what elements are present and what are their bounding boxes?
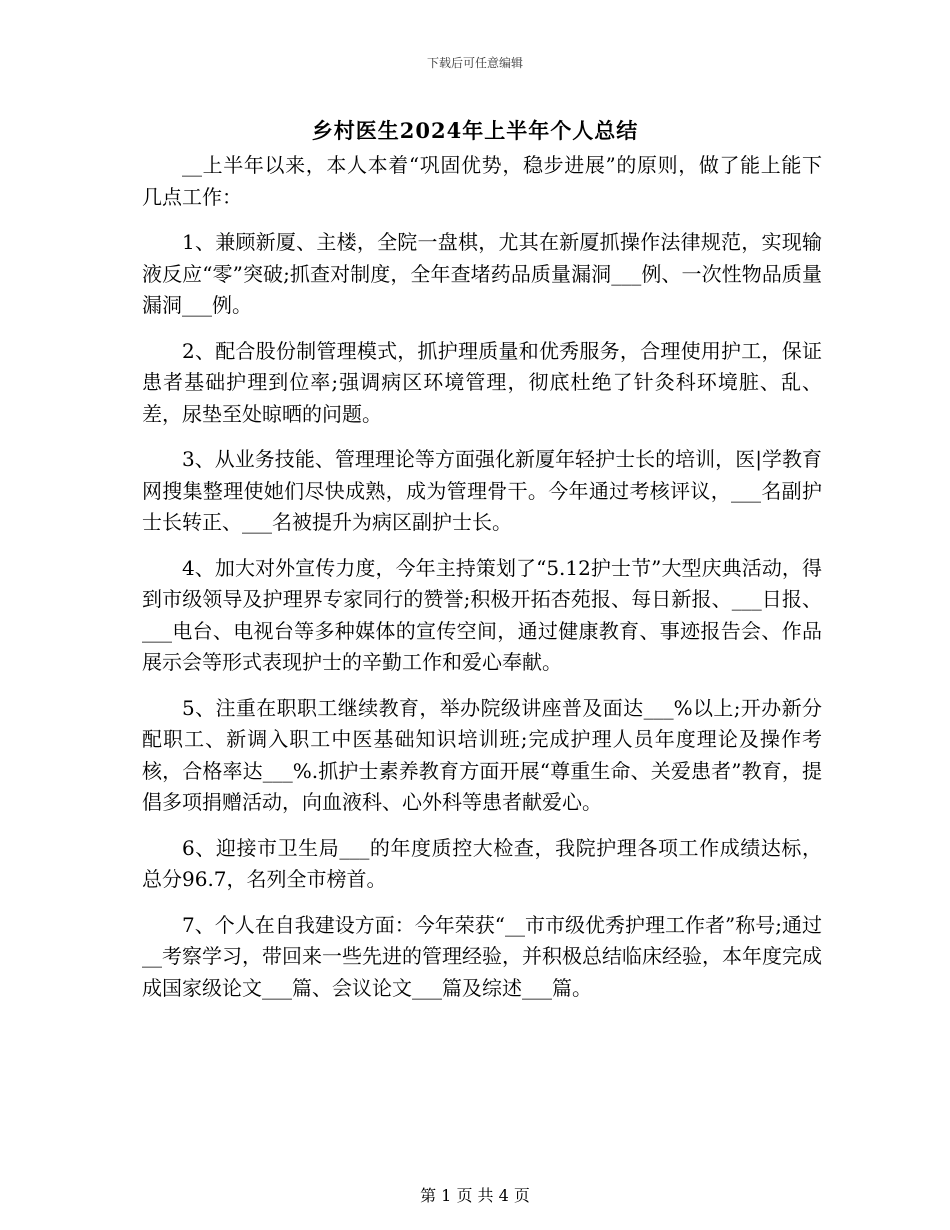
document-body [142,150,822,1018]
paragraph-item-1: 1、兼顾新厦、主楼，全院一盘棋，尤其在新厦抓操作法律规范，实现输液反应“零”突破;抓查对制度，全年查堵药品质量漏洞___例、一次性物品质量漏洞___例。 [142,230,822,317]
paragraph-item-4: 4、加大对外宣传力度，今年主持策划了“5.12护士节”大型庆典活动，得到市级领导及护理界专家同行的赞誉;积极开拓杏苑报、每日新报、___日报、___电台、电视台等多种媒体的宣传空间，通过健康教育、事迹报告会、作品展示会等形式表现护士的辛勤工作和爱心奉献。 [142,555,822,674]
paragraph-item-3: 3、从业务技能、管理理论等方面强化新厦年轻护士长的培训，医|学教育网搜集整理使她们尽快成熟，成为管理骨干。今年通过考核评议，___名副护士长转正、___名被提升为病区副护士长。 [142,447,822,534]
paragraph-item-6: 6、迎接市卫生局___的年度质控大检查，我院护理各项工作成绩达标，总分96.7，名列全市榜首。 [142,835,822,891]
document-title: 乡村医生2024年上半年个人总结 [311,118,639,143]
paragraph-intro: __上半年以来，本人本着“巩固优势，稳步进展”的原则，做了能上能下几点工作： [142,153,822,209]
paragraph-item-7: 7、个人在自我建设方面：今年荣获“__市市级优秀护理工作者”称号;通过__考察学习，带回来一些先进的管理经验，并积极总结临床经验，本年度完成成国家级论文___篇、会议论文___篇及综述___篇。 [142,912,822,1000]
paragraph-item-2: 2、配合股份制管理模式，抓护理质量和优秀服务，合理使用护工，保证患者基础护理到位率;强调病区环境管理，彻底杜绝了针灸科环境脏、乱、差，尿垫至处晾晒的问题。 [142,338,822,426]
page-footer: 第 1 页 共 4 页 [420,1186,530,1205]
header-note: 下载后可任意编辑 [426,56,523,70]
paragraph-item-5: 5、注重在职职工继续教育，举办院级讲座普及面达___%以上;开办新分配职工、新调入职工中医基础知识培训班;完成护理人员年度理论及操作考核，合格率达___%.抓护士素养教育方面开展“尊重生命、关爱患者”教育，提倡多项捐赠活动，向血液科、心外科等患者献爱心。 [142,695,822,814]
